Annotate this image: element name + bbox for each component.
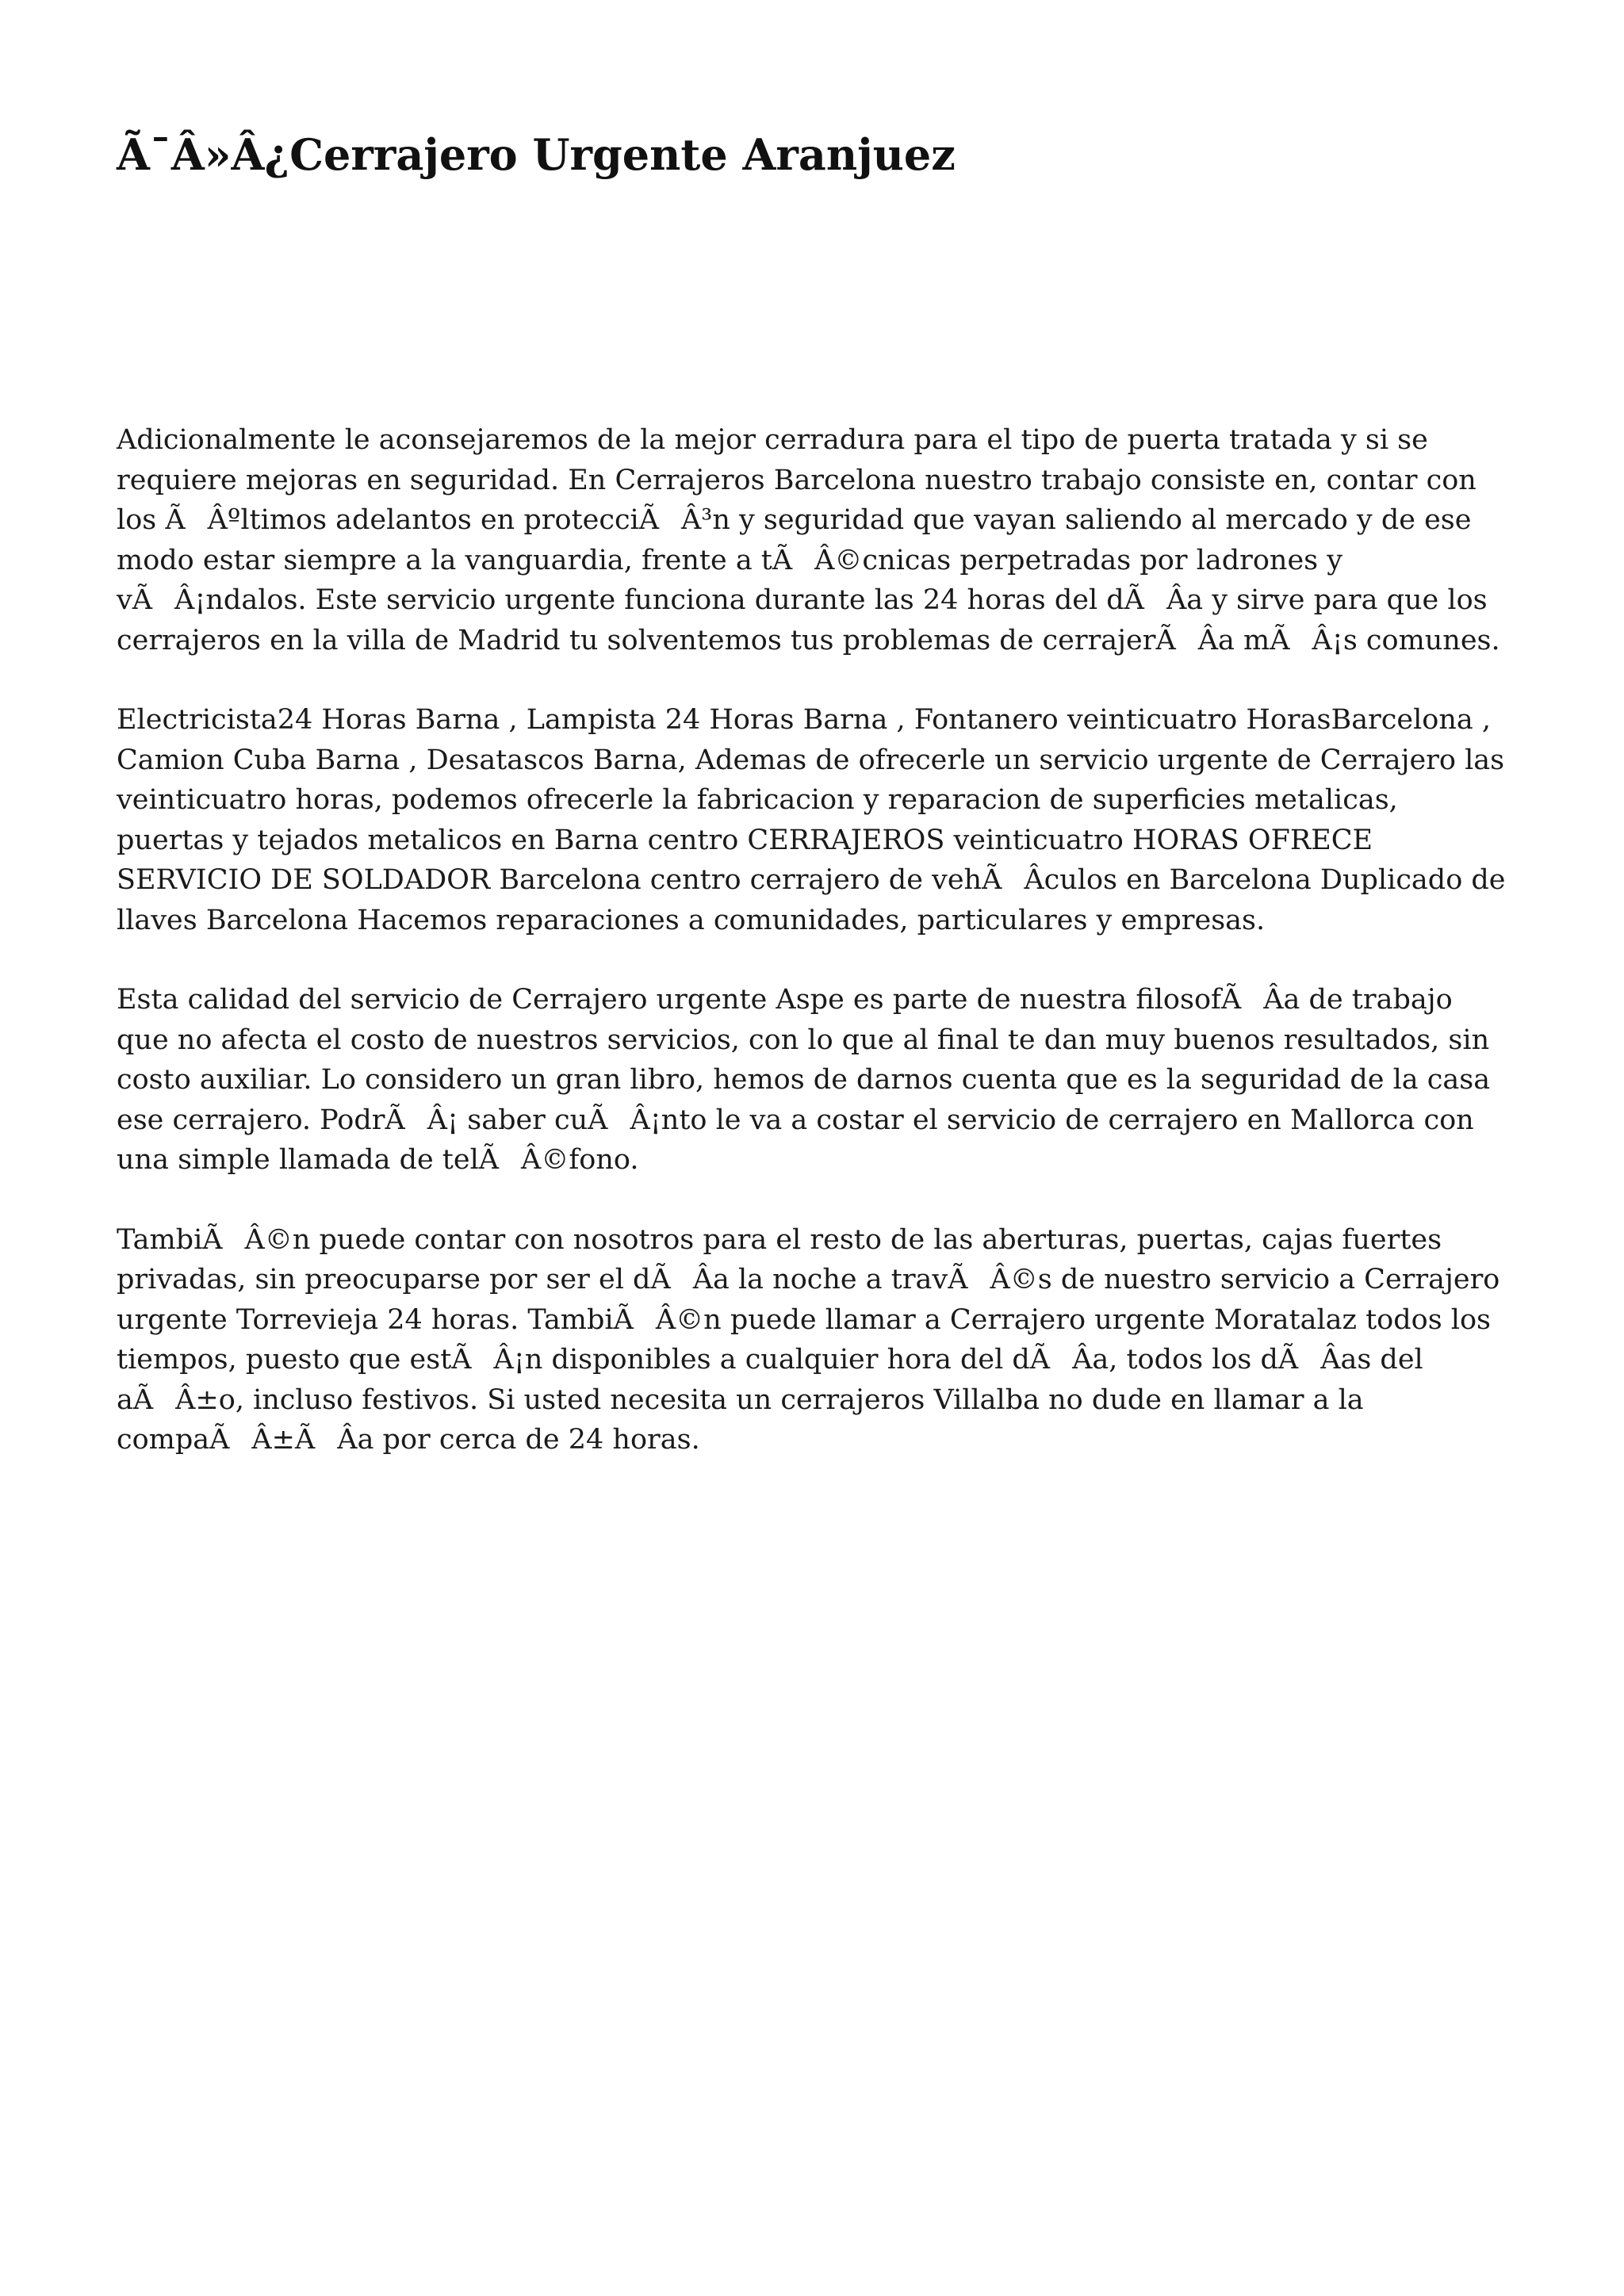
page-title: Ã¯Â»Â¿Cerrajero Urgente Aranjuez <box>117 129 956 180</box>
article-body <box>117 420 1512 1460</box>
paragraph-4: TambiÃÂ©n puede contar con nosotros para el resto de las aberturas, puertas, cajas fuertes privadas, sin preocuparse por ser el dÃÂa la noche a travÃÂ©s de nuestro servicio a Cerrajero urgente Torrevieja 24 horas. TambiÃÂ©n puede llamar a Cerrajero urgente Moratalaz todos los tiempos, puesto que estÃÂ¡n disponibles a cualquier hora del dÃÂa, todos los dÃÂas del aÃÂ±o, incluso festivos. Si usted necesita un cerrajeros Villalba no dude en llamar a la compaÃÂ±ÃÂa por cerca de 24 horas. <box>117 1223 1500 1456</box>
document-page <box>117 119 1512 1500</box>
paragraph-2: Electricista24 Horas Barna , Lampista 24 Horas Barna , Fontanero veinticuatro HorasBarcelona , Camion Cuba Barna , Desatascos Barna, Ademas de ofrecerle un servicio urgente de Cerrajero las veinticuatro horas, podemos ofrecerle la fabricacion y reparacion de superficies metalicas, puertas y tejados metalicos en Barna centro CERRAJEROS veinticuatro HORAS OFRECE SERVICIO DE SOLDADOR Barcelona centro cerrajero de vehÃÂculos en Barcelona Duplicado de llaves Barcelona Hacemos reparaciones a comunidades, particulares y empresas. <box>117 704 1506 936</box>
paragraph-3: Esta calidad del servicio de Cerrajero urgente Aspe es parte de nuestra filosofÃÂa de trabajo que no afecta el costo de nuestros servicios, con lo que al final te dan muy buenos resultados, sin costo auxiliar. Lo considero un gran libro, hemos de darnos cuenta que es la seguridad de la casa ese cerrajero. PodrÃÂ¡ saber cuÃÂ¡nto le va a costar el servicio de cerrajero en Mallorca con una simple llamada de telÃÂ©fono. <box>117 984 1491 1176</box>
paragraph-1: Adicionalmente le aconsejaremos de la mejor cerradura para el tipo de puerta tratada y si se requiere mejoras en seguridad. En Cerrajeros Barcelona nuestro trabajo consiste en, contar con los ÃÂºltimos adelantos en protecciÃÂ³n y seguridad que vayan saliendo al mercado y de ese modo estar siempre a la vanguardia, frente a tÃÂ©cnicas perpetradas por ladrones y vÃÂ¡ndalos. Este servicio urgente funciona durante las 24 horas del dÃÂa y sirve para que los cerrajeros en la villa de Madrid tu solventemos tus problemas de cerrajerÃÂa mÃÂ¡s comunes. <box>117 424 1500 656</box>
